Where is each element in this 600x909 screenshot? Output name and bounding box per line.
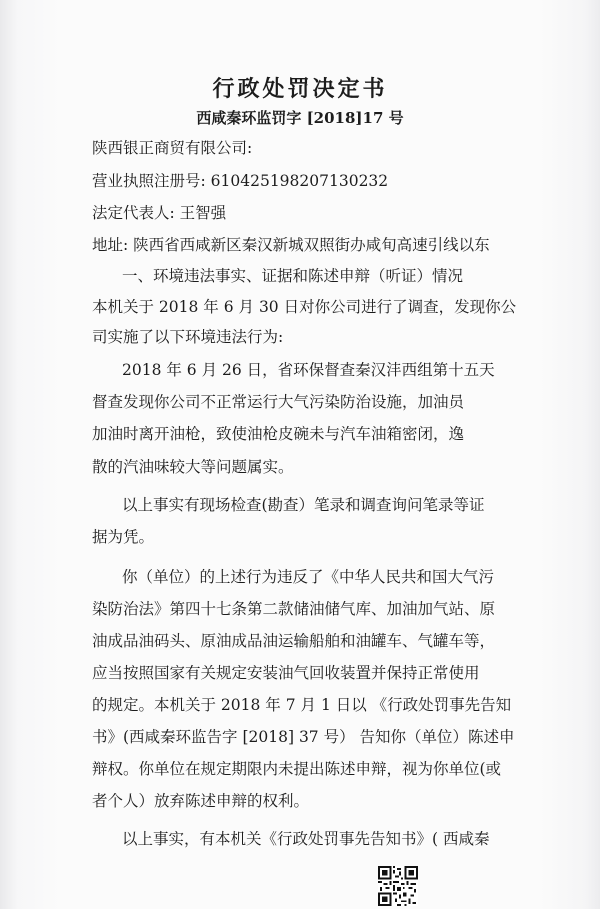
legal-representative: 法定代表人: 王智强 [92,204,227,222]
paragraph-line: 应当按照国家有关规定安装油气回收装置并保持正常使用 [92,664,480,682]
paragraph-line: 司实施了以下环境违法行为: [92,328,284,346]
paragraph-line: 本机关于 2018 年 6 月 30 日对你公司进行了调查，发现你公 [92,298,517,316]
address: 地址: 陕西省西咸新区秦汉新城双照街办咸旬高速引线以东 [92,236,490,254]
paragraph-line: 以上事实，有本机关《行政处罚事先告知书》( 西咸秦 [122,830,490,848]
paragraph-line: 以上事实有现场检查(勘查）笔录和调查询问笔录等证 [122,496,485,514]
paragraph-line: 加油时离开油枪，致使油枪皮碗未与汽车油箱密闭，逸 [92,425,465,443]
paragraph-line: 油成品油码头、原油成品油运输船舶和油罐车、气罐车等， [92,632,496,650]
paragraph-line: 散的汽油味较大等问题属实。 [92,458,294,476]
paragraph-line: 者个人）放弃陈述申辩的权利。 [92,792,310,810]
paragraph-line: 2018 年 6 月 26 日，省环保督查秦汉沣西组第十五天 [122,361,495,379]
paragraph-line: 染防治法》第四十七条第二款储油储气库、加油加气站、原 [92,600,496,618]
paragraph-line: 书》(西咸秦环监告字 [2018] 37 号） 告知你（单位）陈述申 [92,728,515,746]
paragraph-line: 督查发现你公司不正常运行大气污染防治设施，加油员 [92,393,465,411]
paragraph-line: 你（单位）的上述行为违反了《中华人民共和国大气污 [122,568,495,586]
document-number: 西咸秦环监罚字 [2018]17 号 [196,109,404,127]
section-heading: 一、环境违法事实、证据和陈述申辩（听证）情况 [122,267,464,285]
paragraph-line: 的规定。本机关于 2018 年 7 月 1 日以 《行政处罚事先告知 [92,696,512,714]
recipient-name: 陕西银正商贸有限公司: [92,139,253,157]
paragraph-line: 据为凭。 [92,528,155,546]
qr-code-icon [378,866,418,906]
registration-number: 营业执照注册号: 610425198207130232 [92,172,389,190]
paragraph-line: 辩权。你单位在规定期限内未提出陈述申辩，视为你单位(或 [92,760,502,778]
document-title: 行政处罚决定书 [212,77,388,102]
